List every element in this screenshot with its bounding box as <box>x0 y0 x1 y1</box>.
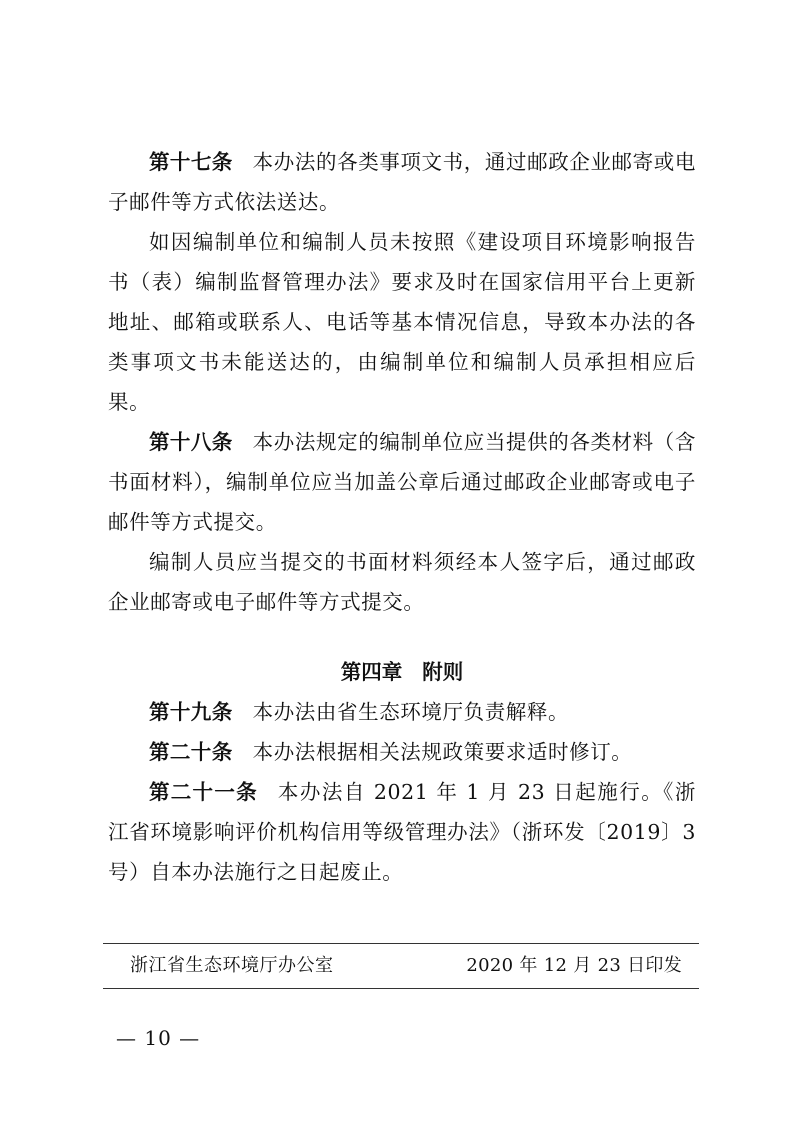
article-17-text-1: 本办法的各类事项文书，通过邮政企业邮寄或电子邮件等方式依法送达。 <box>108 150 696 214</box>
article-18-text-1: 本办法规定的编制单位应当提供的各类材料（含书面材料），编制单位应当加盖公章后通过邮政企业邮寄或电子邮件等方式提交。 <box>108 430 696 534</box>
footer-date: 2020 年 12 月 23 日印发 <box>466 955 682 976</box>
chapter-heading <box>108 652 696 692</box>
article-20-label: 第二十条 <box>149 740 233 764</box>
footer-issuer: 浙江省生态环境厅办公室 <box>130 955 334 976</box>
footer-bottom-rule <box>103 988 699 989</box>
article-18-paragraph-2: 编制人员应当提交的书面材料须经本人签字后，通过邮政企业邮寄或电子邮件等方式提交。 <box>108 550 696 614</box>
article-21-text: 本办法自 2021 年 1 月 23 日起施行。《浙江省环境影响评价机构信用等级管理办法》（浙环发〔2019〕3 号）自本办法施行之日起废止。 <box>108 780 697 884</box>
article-19-text: 本办法由省生态环境厅负责解释。 <box>252 700 570 724</box>
article-20-paragraph <box>108 732 696 772</box>
article-18-label: 第十八条 <box>149 430 233 454</box>
article-19-label: 第十九条 <box>149 700 233 724</box>
article-19-paragraph <box>108 692 696 732</box>
footer-top-rule <box>103 943 699 944</box>
article-17-paragraph-1 <box>108 142 696 222</box>
chapter-number: 第四章 <box>340 660 403 684</box>
page-number: — 10 — <box>116 1026 201 1050</box>
article-20-text: 本办法根据相关法规政策要求适时修订。 <box>252 740 633 764</box>
chapter-title: 附则 <box>422 660 464 684</box>
article-21-paragraph <box>108 772 696 892</box>
article-17-label: 第十七条 <box>149 150 233 174</box>
article-21-label: 第二十一条 <box>149 780 258 804</box>
document-body <box>108 142 696 892</box>
article-17-paragraph-2: 如因编制单位和编制人员未按照《建设项目环境影响报告书（表）编制监督管理办法》要求及时在国家信用平台上更新地址、邮箱或联系人、电话等基本情况信息，导致本办法的各类事项文书未能送达的，由编制单位和编制人员承担相应后果。 <box>108 230 696 414</box>
article-18-paragraph-1 <box>108 422 696 542</box>
